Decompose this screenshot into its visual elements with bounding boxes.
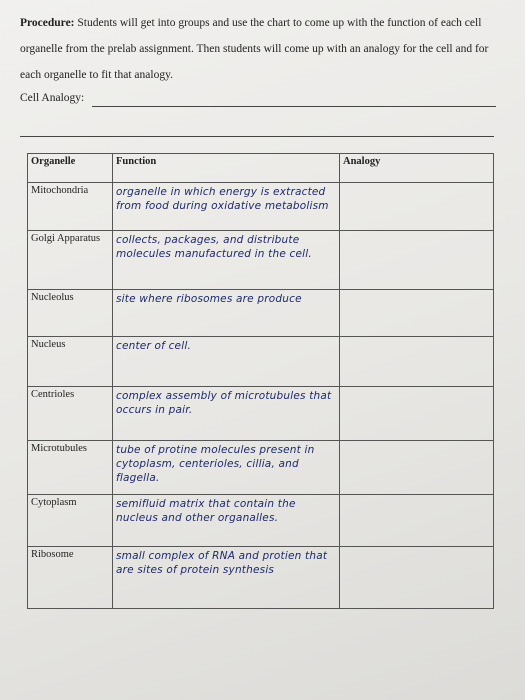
- analogy-cell: [340, 231, 494, 290]
- cell-analogy-blank: [92, 106, 496, 107]
- organelle-cell: Ribosome: [28, 547, 113, 609]
- table-row: [28, 387, 494, 441]
- table-row: [28, 547, 494, 609]
- table-row: [28, 337, 494, 387]
- procedure-text: Students will get into groups and use the chart to come up with the function of each cell organelle from the prelab assignment. Then students will come up with an analogy for the cell and for each organelle to fit that analogy.: [20, 17, 489, 81]
- header-analogy: Analogy: [340, 154, 494, 183]
- organelle-table: [27, 153, 494, 609]
- table-row: [28, 290, 494, 337]
- header-organelle: Organelle: [28, 154, 113, 183]
- function-cell: semifluid matrix that contain the nucleus and other organalles.: [113, 495, 340, 547]
- procedure-label: Procedure:: [20, 17, 75, 29]
- table-row: [28, 231, 494, 290]
- function-cell: organelle in which energy is extracted from food during oxidative metabolism: [113, 183, 340, 231]
- function-cell: site where ribosomes are produce: [113, 290, 340, 337]
- organelle-cell: Mitochondria: [28, 183, 113, 231]
- cell-analogy-line: [20, 92, 500, 104]
- table-row: [28, 183, 494, 231]
- second-blank-line: [20, 136, 494, 137]
- organelle-cell: Microtubules: [28, 441, 113, 495]
- header-function: Function: [113, 154, 340, 183]
- organelle-cell: Cytoplasm: [28, 495, 113, 547]
- function-cell: small complex of RNA and protien that are sites of protein synthesis: [113, 547, 340, 609]
- analogy-cell: [340, 290, 494, 337]
- analogy-cell: [340, 495, 494, 547]
- table-row: [28, 495, 494, 547]
- analogy-cell: [340, 547, 494, 609]
- analogy-cell: [340, 441, 494, 495]
- analogy-cell: [340, 387, 494, 441]
- function-cell: collects, packages, and distribute molecules manufactured in the cell.: [113, 231, 340, 290]
- organelle-cell: Nucleolus: [28, 290, 113, 337]
- function-cell: tube of protine molecules present in cytoplasm, centerioles, cillia, and flagella.: [113, 441, 340, 495]
- cell-analogy-label: Cell Analogy:: [20, 92, 85, 104]
- organelle-cell: Golgi Apparatus: [28, 231, 113, 290]
- procedure-paragraph: [20, 10, 512, 88]
- function-cell: complex assembly of microtubules that occurs in pair.: [113, 387, 340, 441]
- organelle-cell: Nucleus: [28, 337, 113, 387]
- table-header-row: [28, 154, 494, 183]
- function-cell: center of cell.: [113, 337, 340, 387]
- table-row: [28, 441, 494, 495]
- organelle-cell: Centrioles: [28, 387, 113, 441]
- analogy-cell: [340, 183, 494, 231]
- analogy-cell: [340, 337, 494, 387]
